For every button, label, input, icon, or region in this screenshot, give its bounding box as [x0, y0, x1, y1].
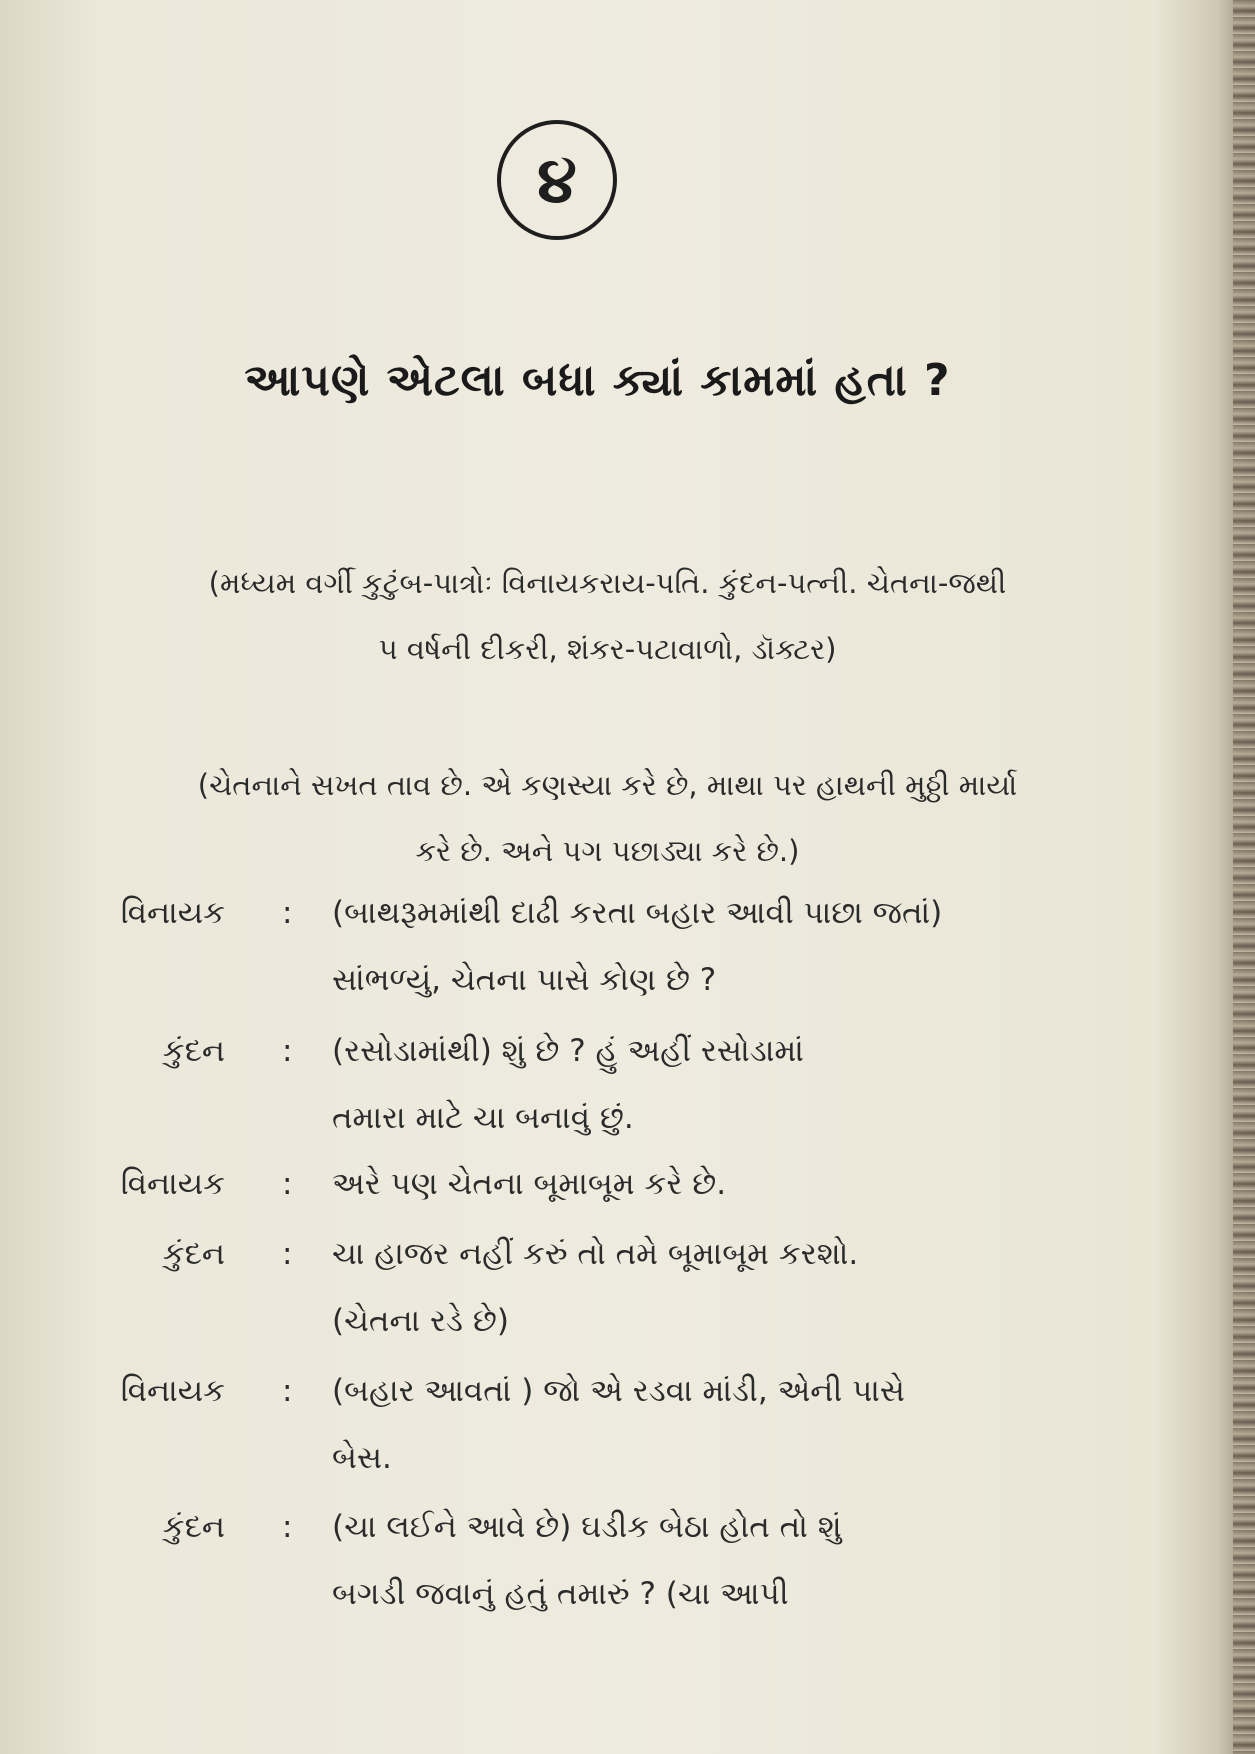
speaker-name: વિનાયક [120, 895, 225, 931]
cast-note-line: (મધ્યમ વર્ગી કુટુંબ-પાત્રોઃ વિનાયકરાય-પતિ. કુંદન-પત્ની. ચેતના-જથી [208, 566, 1007, 600]
cast-note [70, 550, 1145, 682]
chapter-number-badge [497, 120, 617, 240]
chapter-title: આપણે એટલા બધા ક્યાં કામમાં હતા ? [244, 355, 951, 406]
dialogue-text: ચા હાજર નહીં કરું તો તમે બૂમાબૂમ કરશો. [332, 1236, 859, 1272]
speaker-name: કુંદન [162, 1236, 225, 1272]
stage-note-line: (ચેતનાને સખત તાવ છે. એ કણસ્યા કરે છે, માથા પર હાથની મુઠ્ઠી માર્યા [197, 768, 1018, 802]
dialogue-text: (ચા લઈને આવે છે) ઘડીક બેઠા હોત તો શું [332, 1509, 842, 1545]
speaker-colon: : [282, 1509, 293, 1545]
stage-note [70, 752, 1145, 884]
speaker-name: કુંદન [162, 1509, 225, 1545]
dialogue-row [0, 1440, 1255, 1506]
dialogue-text: અરે પણ ચેતના બૂમાબૂમ કરે છે. [332, 1166, 727, 1202]
dialogue-text: તમારા માટે ચા બનાવું છું. [332, 1100, 634, 1136]
dialogue-text: (ચેતના રડે છે) [332, 1303, 509, 1339]
speaker-colon: : [282, 1236, 293, 1272]
cast-note-line: ૫ વર્ષની દીકરી, શંકર-પટાવાળો, ડૉક્ટર) [378, 632, 837, 666]
dialogue-row [0, 1033, 1255, 1099]
speaker-name: કુંદન [162, 1033, 225, 1069]
speaker-colon: : [282, 1166, 293, 1202]
dialogue-row [0, 1100, 1255, 1166]
dialogue-text: સાંભળ્યું, ચેતના પાસે કોણ છે ? [332, 962, 717, 998]
dialogue-text: બેસ. [332, 1440, 392, 1476]
dialogue-text: (બહાર આવતાં ) જો એ રડવા માંડી, એની પાસે [332, 1373, 905, 1409]
dialogue-row [0, 895, 1255, 961]
speaker-colon: : [282, 1373, 293, 1409]
chapter-number: ૪ [537, 142, 577, 218]
speaker-colon: : [282, 1033, 293, 1069]
dialogue-row [0, 1303, 1255, 1369]
dialogue-row [0, 1373, 1255, 1439]
dialogue-row [0, 962, 1255, 1028]
dialogue-text: (રસોડામાંથી) શું છે ? હું અહીં રસોડામાં [332, 1033, 804, 1069]
dialogue-row [0, 1166, 1255, 1232]
dialogue-text: (બાથરૂમમાંથી દાઢી કરતા બહાર આવી પાછા જતાં) [332, 895, 943, 931]
dialogue-row [0, 1509, 1255, 1575]
speaker-colon: : [282, 895, 293, 931]
dialogue-row [0, 1576, 1255, 1642]
stage-note-line: કરે છે. અને પગ પછાડ્યા કરે છે.) [415, 834, 800, 868]
speaker-name: વિનાયક [120, 1373, 225, 1409]
dialogue-text: બગડી જવાનું હતું તમારું ? (ચા આપી [332, 1576, 789, 1612]
speaker-name: વિનાયક [120, 1166, 225, 1202]
dialogue-row [0, 1236, 1255, 1302]
